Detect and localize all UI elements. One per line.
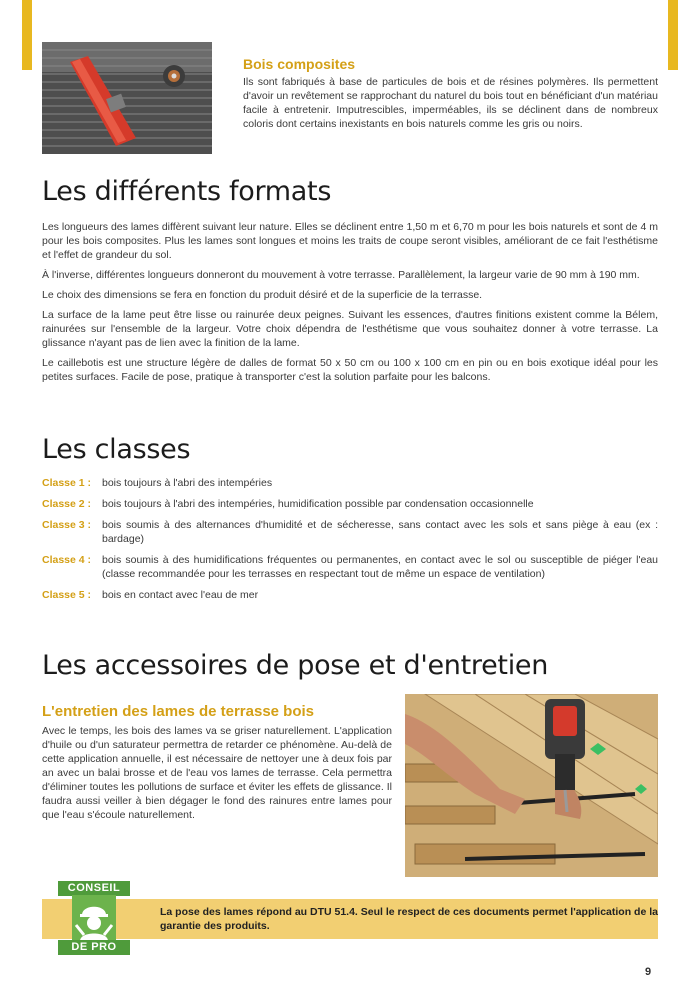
classes-heading: Les classes bbox=[42, 434, 191, 465]
class-text: bois toujours à l'abri des intempéries, humidification possible par condensation occasionnelle bbox=[102, 498, 534, 510]
page-number: 9 bbox=[645, 966, 652, 978]
class-item bbox=[42, 476, 658, 490]
formats-paragraph: Le choix des dimensions se fera en fonction du produit désiré et de la superficie de la terrasse. bbox=[42, 289, 483, 301]
drill-photo bbox=[405, 694, 658, 877]
composites-title: Bois composites bbox=[243, 56, 356, 72]
class-item bbox=[42, 497, 658, 511]
formats-paragraph: À l'inverse, différentes longueurs donneront du mouvement à votre terrasse. Parallèlement, la largeur varie de 90 mm à 190 mm. bbox=[42, 269, 640, 281]
right-edge-bar bbox=[668, 0, 678, 70]
class-text: bois toujours à l'abri des intempéries bbox=[102, 477, 273, 489]
class-label: Classe 3 : bbox=[42, 519, 92, 531]
badge-bottom-label: DE PRO bbox=[58, 940, 130, 955]
worker-with-helmet-icon bbox=[72, 895, 116, 941]
entretien-subtitle: L'entretien des lames de terrasse bois bbox=[42, 703, 315, 720]
class-item bbox=[42, 588, 658, 602]
composite-photo bbox=[42, 42, 212, 154]
accessoires-heading: Les accessoires de pose et d'entretien bbox=[42, 650, 549, 681]
formats-paragraph: La surface de la lame peut être lisse ou rainurée deux peignes. Suivant les essences, d'autres finitions existent comme la Bélem, rainurées sur l'ensemble de la largeur. Votre choix dépendra de l'esthétisme que vous souhaitez donner à votre terrasse. La glissance n'ayant pas de lien avec la finition de la lame. bbox=[42, 309, 658, 349]
classes-list bbox=[42, 476, 658, 609]
class-label: Classe 1 : bbox=[42, 477, 92, 489]
conseil-badge bbox=[58, 881, 130, 955]
class-label: Classe 4 : bbox=[42, 554, 92, 566]
class-text: bois soumis à des humidifications fréquentes ou permanentes, en contact avec le sol ou susceptible de piéger l'eau (classe recommandée pour les terrasses en respectant tout de même un espace de ventilation) bbox=[102, 554, 658, 580]
conseil-text: La pose des lames répond au DTU 51.4. Seul le respect de ces documents permet l'application de la garantie des produits. bbox=[160, 906, 658, 932]
left-edge-bar bbox=[22, 0, 32, 70]
class-text: bois soumis à des alternances d'humidité et de sécheresse, sans contact avec les sols et sans piège à eau (ex : bardage) bbox=[102, 519, 658, 545]
composites-text: Ils sont fabriqués à base de particules de bois et de résines polymères. Ils permettent d'avoir un revêtement se rapprochant du naturel du bois tout en bénéficiant d'un matériau facile à entretenir. Imputrescibles, imperméables, ils se déclinent dans de nombreux coloris dont certains inexistants en bois naturels comme les gris ou noirs. bbox=[243, 76, 658, 130]
class-text: bois en contact avec l'eau de mer bbox=[102, 589, 259, 601]
formats-paragraph: Les longueurs des lames diffèrent suivant leur nature. Elles se déclinent entre 1,50 m et 6,70 m pour les bois naturels et sont de 4 m pour les bois composites. Plus les lames sont longues et moins les traits de coupe seront visibles, améliorant de ce fait l'esthétisme et l'effet de grandeur du sol. bbox=[42, 221, 658, 261]
class-item bbox=[42, 518, 658, 546]
class-label: Classe 5 : bbox=[42, 589, 92, 601]
class-label: Classe 2 : bbox=[42, 498, 92, 510]
class-item bbox=[42, 553, 658, 581]
entretien-text: Avec le temps, les bois des lames va se griser naturellement. L'application d'huile ou d'un saturateur permettra de retarder ce phénomène. Au-delà de cette application annuelle, il est nécessaire de nettoyer une à deux fois par an avec un balai brosse et de l'eau vos lames de terrasse. Cela permettra d'éliminer toutes les pollutions de surface et éviter les effets de glissance. Il faudra aussi veiller à bien dégager le fond des rainures entre lames pour que l'eau s'écoule naturellement. bbox=[42, 725, 392, 821]
badge-top-label: CONSEIL bbox=[58, 881, 130, 896]
formats-body bbox=[42, 220, 658, 390]
formats-paragraph: Le caillebotis est une structure légère de dalles de format 50 x 50 cm ou 100 x 100 cm en pin ou en bois exotique idéal pour les petites surfaces. Facile de pose, pratique à transporter c'est la solution parfaite pour les balcons. bbox=[42, 357, 658, 383]
formats-heading: Les différents formats bbox=[42, 176, 332, 207]
